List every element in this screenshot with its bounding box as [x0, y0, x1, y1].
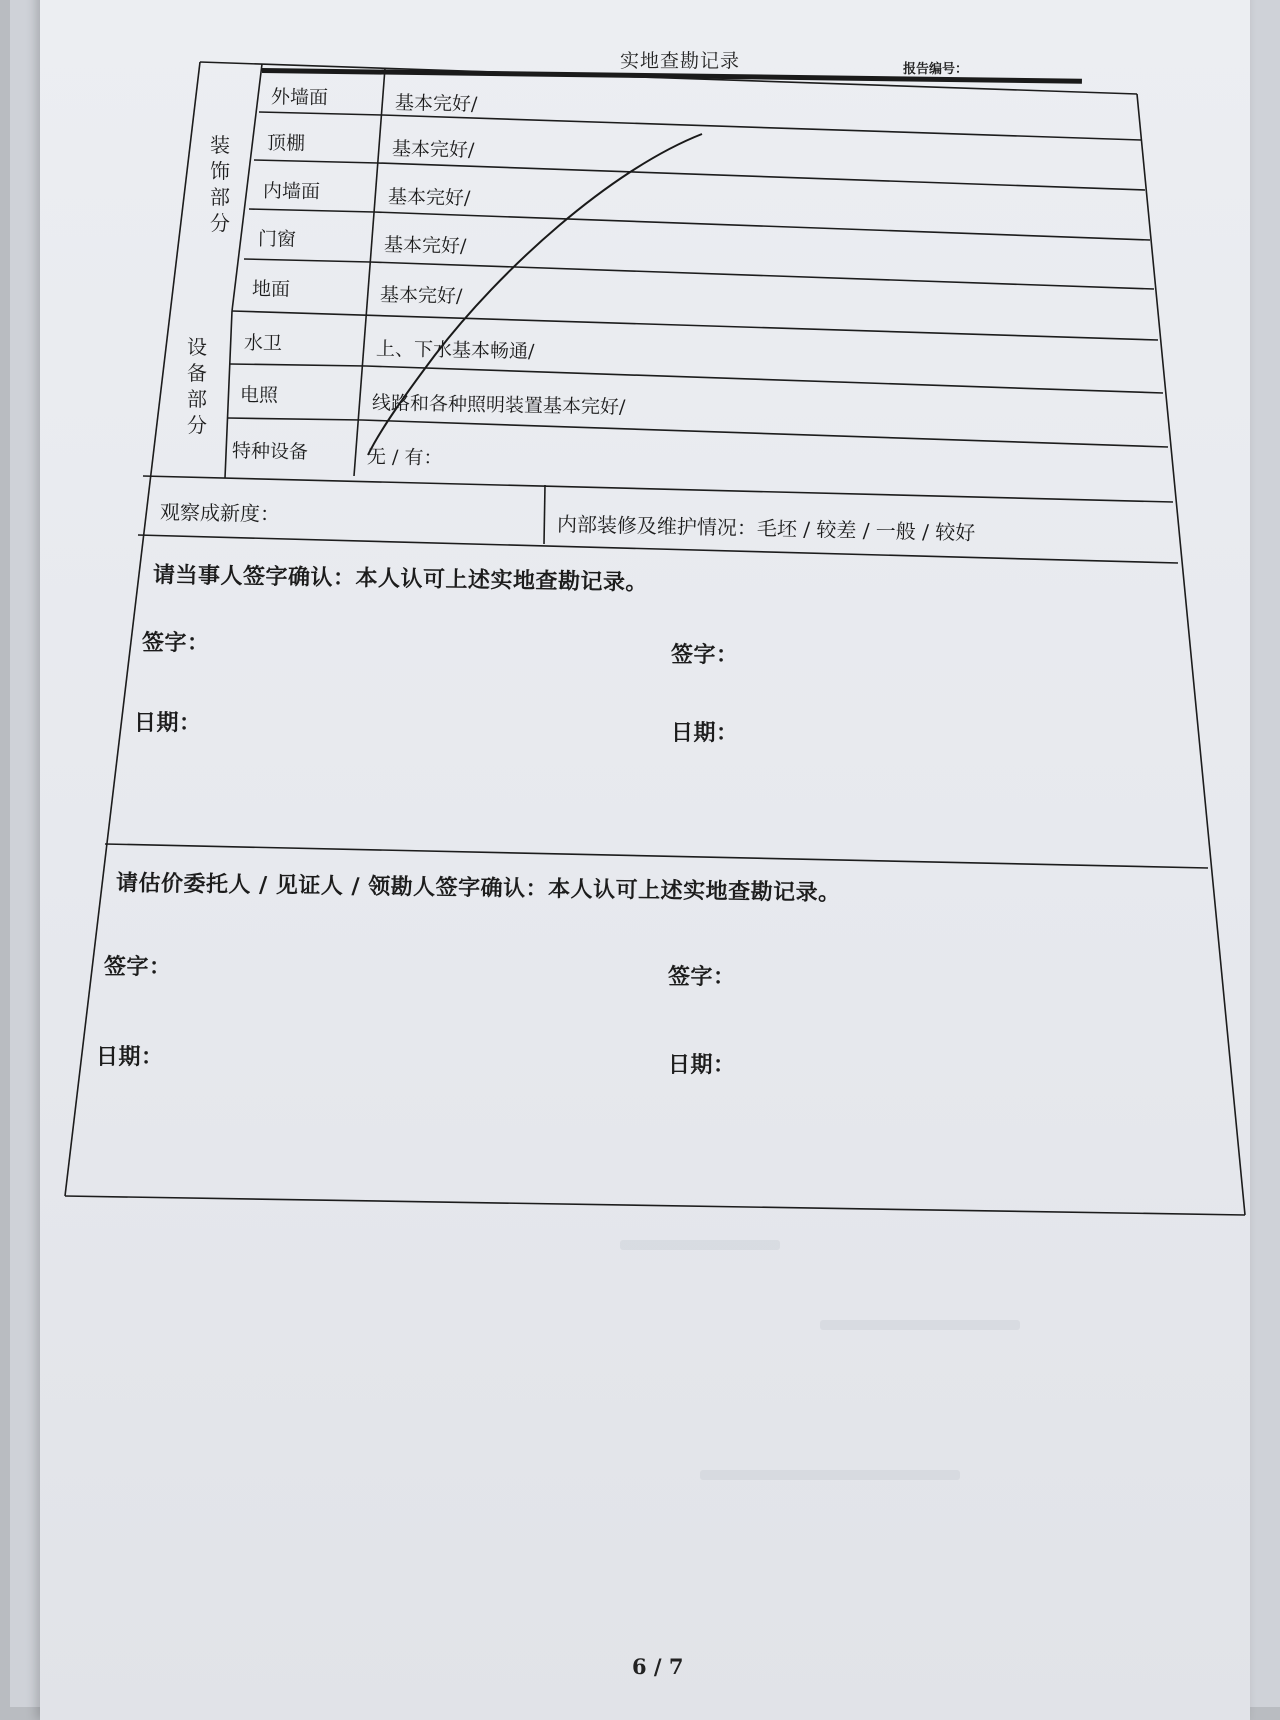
table-border-top — [200, 62, 1137, 94]
document-title: 实地查勘记录 — [620, 50, 741, 72]
row-value-floor: 基本完好/ — [379, 284, 463, 308]
row-line — [370, 262, 1154, 289]
row-line — [230, 364, 366, 366]
row-line — [382, 115, 1141, 140]
decoration-section-label: 装饰部分 — [210, 133, 230, 235]
table-border-right — [1137, 94, 1245, 1215]
row-line — [138, 535, 1178, 563]
row-value-special-equipment: 无 / 有： — [366, 446, 443, 470]
row-value-electric-lighting: 线路和各种照明装置基本完好/ — [371, 392, 626, 419]
row-label-doors-windows: 门窗 — [257, 228, 297, 251]
row-label-electric-lighting: 电照 — [239, 384, 279, 407]
row-value-doors-windows: 基本完好/ — [383, 234, 467, 258]
client-date-left-label: 日期： — [96, 1045, 164, 1070]
row-label-interior-wall: 内墙面 — [262, 180, 321, 203]
row-line — [143, 476, 1173, 502]
row-line — [254, 160, 378, 163]
row-label-floor: 地面 — [251, 278, 291, 301]
report-number-label: 报告编号： — [903, 62, 969, 77]
row-line — [232, 311, 1158, 340]
row-line — [374, 212, 1150, 240]
party-date-left-label: 日期： — [134, 711, 202, 736]
row-line — [544, 485, 545, 544]
party-confirm-statement: 请当事人签字确认：本人认可上述实地查勘记录。 — [152, 563, 649, 596]
row-line — [228, 418, 362, 420]
row-value-ceiling: 基本完好/ — [391, 138, 475, 162]
row-label-exterior-wall: 外墙面 — [270, 86, 329, 109]
client-sign-left-label: 签字： — [104, 955, 172, 980]
row-value-exterior-wall: 基本完好/ — [394, 92, 478, 116]
page-number: 6 / 7 — [632, 1654, 684, 1679]
row-label-special-equipment: 特种设备 — [231, 440, 309, 464]
party-date-right-label: 日期： — [671, 721, 739, 746]
party-sign-right-label: 签字： — [671, 643, 739, 668]
party-sign-left-label: 签字： — [142, 631, 210, 656]
client-confirm-statement: 请估价委托人 / 见证人 / 领勘人签字确认：本人认可上述实地查勘记录。 — [115, 871, 841, 907]
table-border-bottom — [65, 1196, 1245, 1215]
equipment-section-label: 设备部分 — [187, 335, 207, 437]
row-label-plumbing: 水卫 — [243, 332, 283, 355]
row-line — [259, 112, 382, 115]
row-value-interior-wall: 基本完好/ — [387, 186, 471, 210]
interior-condition-options: 内部装修及维护情况：毛坯 / 较差 / 一般 / 较好 — [556, 512, 976, 545]
row-line — [244, 259, 370, 262]
observed-newness-label: 观察成新度： — [159, 500, 281, 527]
row-label-ceiling: 顶棚 — [266, 132, 306, 155]
row-line — [362, 420, 1168, 447]
row-line — [378, 163, 1145, 190]
row-value-plumbing: 上、下水基本畅通/ — [375, 338, 535, 363]
row-line — [366, 366, 1163, 393]
client-sign-right-label: 签字： — [668, 965, 736, 990]
row-line — [105, 844, 1208, 868]
row-line — [249, 209, 374, 212]
client-date-right-label: 日期： — [668, 1053, 736, 1078]
